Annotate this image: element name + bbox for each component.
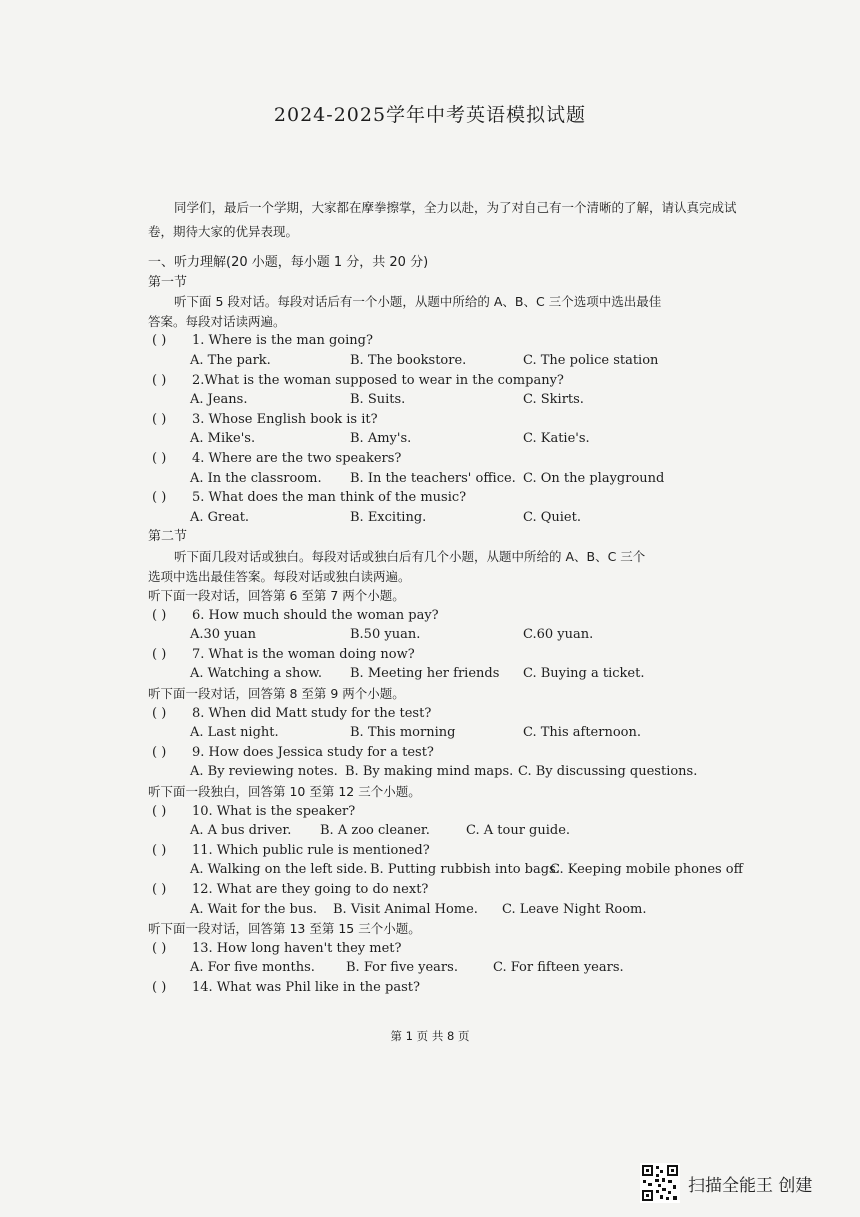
question-stem: ( ) 5. What does the man think of the music? <box>148 488 748 508</box>
question-stem: ( ) 14. What was Phil like in the past? <box>148 978 748 998</box>
qr-code-icon <box>640 1163 680 1203</box>
section-heading: 一、听力理解(20 小题，每小题 1 分，共 20 分) <box>148 255 429 270</box>
answer-blank[interactable]: ( ) <box>152 490 167 506</box>
question-stem: ( ) 7. What is the woman doing now? <box>148 645 748 665</box>
question-stem: ( ) 4. Where are the two speakers? <box>148 449 748 469</box>
question-stem: ( ) 8. When did Matt study for the test? <box>148 704 748 724</box>
question-stem: ( ) 13. How long haven't they met? <box>148 939 748 959</box>
scanner-watermark <box>640 1163 812 1203</box>
answer-blank[interactable]: ( ) <box>152 450 167 466</box>
option-a: A. A bus driver. <box>190 823 292 839</box>
option-c: C. Quiet. <box>523 509 581 525</box>
answer-blank[interactable]: ( ) <box>152 333 167 349</box>
part1-instructions-cont: 答案。每段对话读两遍。 <box>148 313 286 329</box>
question-options <box>148 762 748 782</box>
answer-blank[interactable]: ( ) <box>152 803 167 819</box>
option-b: B. The bookstore. <box>350 352 467 368</box>
question-stem: ( ) 12. What are they going to do next? <box>148 880 748 900</box>
group-instruction: 听下面一段独白，回答第 10 至第 12 三个小题。 <box>148 784 421 800</box>
answer-blank[interactable]: ( ) <box>152 646 167 662</box>
question-options <box>148 390 748 410</box>
option-a: A. Walking on the left side. <box>190 862 368 878</box>
part2-instructions: 听下面几段对话或独白。每段对话或独白后有几个小题，从题中所给的 A、B、C 三个 <box>174 548 646 564</box>
option-b: B. In the teachers' office. <box>350 470 516 486</box>
option-a: A. Wait for the bus. <box>190 901 318 917</box>
part1-label: 第一节 <box>148 274 188 290</box>
option-a: A. Last night. <box>190 725 279 741</box>
option-a: A. Jeans. <box>190 392 248 408</box>
option-b: B. Meeting her friends <box>350 666 500 682</box>
question-stem: ( ) 2.What is the woman supposed to wear in the company? <box>148 371 748 391</box>
answer-blank[interactable]: ( ) <box>152 940 167 956</box>
option-b: B. This morning <box>350 725 456 741</box>
question-options <box>148 469 748 489</box>
option-c: C. This afternoon. <box>523 725 641 741</box>
option-b: B. Suits. <box>350 392 406 408</box>
option-b: B.50 yuan. <box>350 627 421 643</box>
page-footer: 第 1 页 共 8 页 <box>390 1029 470 1043</box>
question-stem: ( ) 3. Whose English book is it? <box>148 410 748 430</box>
option-a: A.30 yuan <box>190 627 257 643</box>
option-a: A. Mike's. <box>190 431 256 447</box>
question-options <box>148 958 748 978</box>
intro-paragraph: 同学们，最后一个学期，大家都在摩拳擦掌，全力以赴，为了对自己有一个清晰的了解，请认真完成试卷，期待大家的优异表现。 <box>148 200 737 239</box>
question-options <box>148 664 748 684</box>
question-options <box>148 429 748 449</box>
option-a: A. Great. <box>190 509 250 525</box>
option-c: C. Leave Night Room. <box>502 901 647 917</box>
option-a: A. Watching a show. <box>190 666 322 682</box>
answer-blank[interactable]: ( ) <box>152 842 167 858</box>
part1-instructions: 听下面 5 段对话。每段对话后有一个小题，从题中所给的 A、B、C 三个选项中选出最佳 <box>174 294 662 310</box>
option-c: C. A tour guide. <box>466 823 571 839</box>
question-options <box>148 900 748 920</box>
answer-blank[interactable]: ( ) <box>152 607 167 623</box>
question-options <box>148 821 748 841</box>
answer-blank[interactable]: ( ) <box>152 744 167 760</box>
exam-title: 2024-2025学年中考英语模拟试题 <box>273 104 587 126</box>
option-a: A. The park. <box>190 352 271 368</box>
answer-blank[interactable]: ( ) <box>152 979 167 995</box>
option-c: C. Buying a ticket. <box>523 666 645 682</box>
group-instruction: 听下面一段对话，回答第 8 至第 9 两个小题。 <box>148 686 405 702</box>
option-c: C. Katie's. <box>523 431 590 447</box>
option-a: A. For five months. <box>190 960 315 976</box>
option-b: B. For five years. <box>346 960 458 976</box>
question-options <box>148 508 748 528</box>
question-options <box>148 860 748 880</box>
part2-label: 第二节 <box>148 529 188 545</box>
question-options <box>148 723 748 743</box>
listening-section <box>148 253 748 998</box>
option-b: B. A zoo cleaner. <box>320 823 430 839</box>
option-b: B. Putting rubbish into bags. <box>370 862 560 878</box>
answer-blank[interactable]: ( ) <box>152 372 167 388</box>
option-b: B. Exciting. <box>350 509 427 525</box>
option-c: C. On the playground <box>523 470 665 486</box>
answer-blank[interactable]: ( ) <box>152 411 167 427</box>
answer-blank[interactable]: ( ) <box>152 882 167 897</box>
group-instruction: 听下面一段对话，回答第 6 至第 7 两个小题。 <box>148 588 405 604</box>
question-options <box>148 351 748 371</box>
watermark-text: 扫描全能王 创建 <box>688 1175 813 1196</box>
answer-blank[interactable]: ( ) <box>152 705 167 721</box>
option-c: C. For fifteen years. <box>493 960 624 976</box>
option-c: C.60 yuan. <box>523 627 594 643</box>
question-stem: ( ) 6. How much should the woman pay? <box>148 606 748 626</box>
question-stem: ( ) 11. Which public rule is mentioned? <box>148 841 748 861</box>
option-a: A. In the classroom. <box>190 470 322 486</box>
option-c: C. Keeping mobile phones off <box>550 862 743 878</box>
option-b: B. By making mind maps. <box>345 764 514 780</box>
option-b: B. Visit Animal Home. <box>333 901 478 917</box>
option-c: C. The police station <box>523 352 659 368</box>
question-stem: ( ) 10. What is the speaker? <box>148 802 748 822</box>
option-b: B. Amy's. <box>350 431 412 447</box>
option-a: A. By reviewing notes. <box>190 764 338 780</box>
question-stem: ( ) 1. Where is the man going? <box>148 331 748 351</box>
question-stem: ( ) 9. How does Jessica study for a test? <box>148 743 748 763</box>
group-instruction: 听下面一段对话，回答第 13 至第 15 三个小题。 <box>148 921 421 937</box>
question-options <box>148 625 748 645</box>
option-c: C. Skirts. <box>523 392 584 408</box>
option-c: C. By discussing questions. <box>518 764 698 780</box>
part2-instructions-cont: 选项中选出最佳答案。每段对话或独白读两遍。 <box>148 568 411 584</box>
